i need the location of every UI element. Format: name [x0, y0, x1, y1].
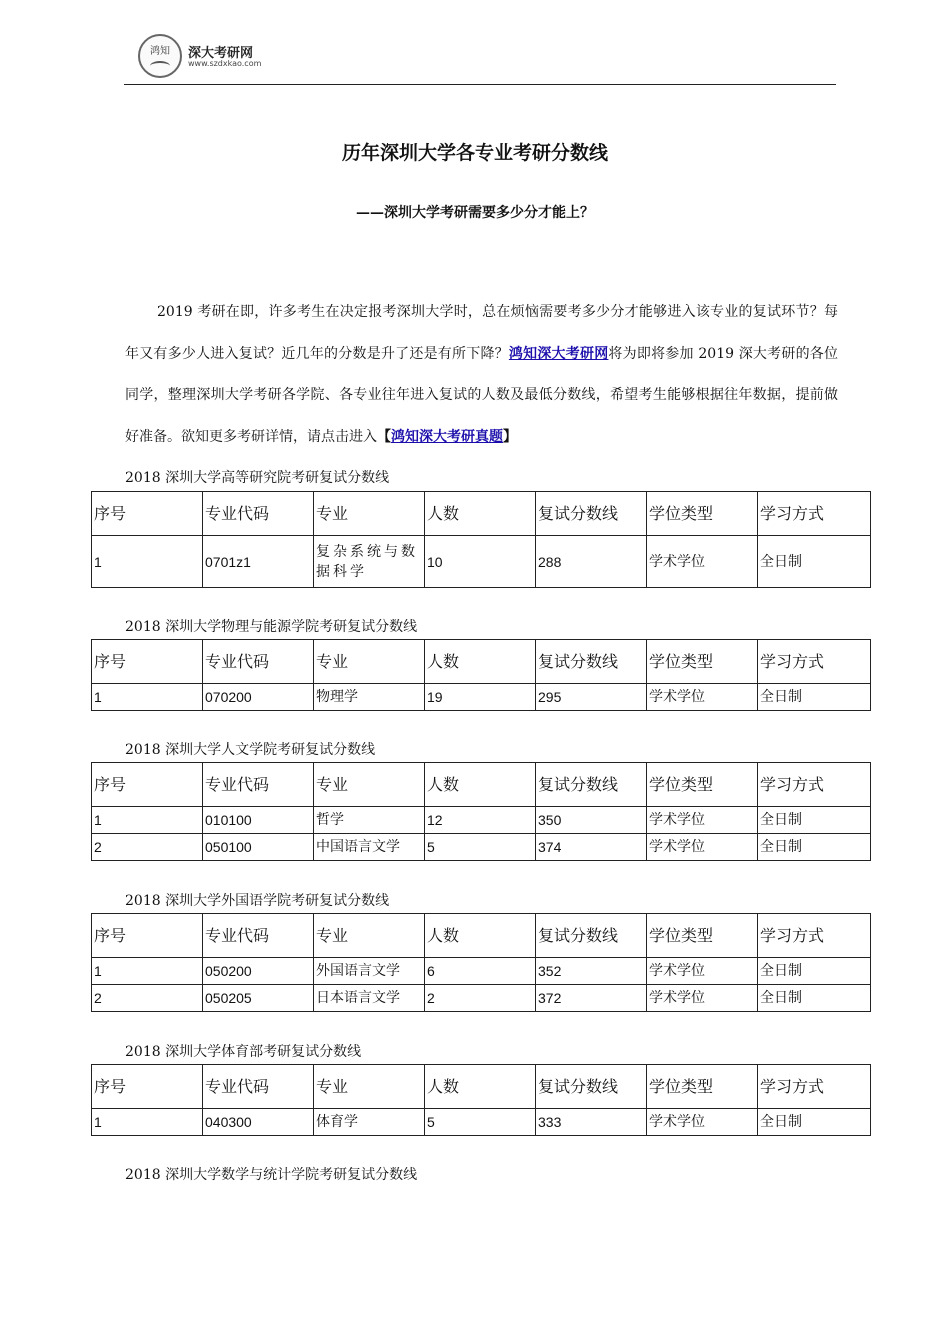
header-cell: 人数 — [425, 492, 536, 536]
table-row — [92, 807, 871, 834]
table-row — [92, 1109, 871, 1136]
cell-index: 1 — [92, 684, 203, 711]
page-header — [124, 30, 836, 85]
cell-count: 5 — [425, 834, 536, 861]
table-row — [92, 684, 871, 711]
szdx-site-link[interactable]: 鸿知深大考研网 — [508, 345, 609, 362]
header-cell: 学位类型 — [647, 640, 758, 684]
page-subtitle: ——深圳大学考研需要多少分才能上？ — [356, 205, 594, 221]
cell-degree: 学术学位 — [647, 684, 758, 711]
header-cell: 专业 — [314, 492, 425, 536]
score-table — [91, 913, 871, 1012]
cell-mode: 全日制 — [758, 958, 871, 985]
header-cell: 序号 — [92, 1065, 203, 1109]
cell-mode: 全日制 — [758, 807, 871, 834]
table-row — [92, 985, 871, 1012]
intro-paragraph — [125, 292, 838, 458]
cell-major: 中国语言文学 — [314, 834, 425, 861]
cell-code: 050205 — [203, 985, 314, 1012]
header-cell: 专业代码 — [203, 763, 314, 807]
cell-mode: 全日制 — [758, 985, 871, 1012]
table-header-row — [92, 492, 871, 536]
cell-major: 日本语言文学 — [314, 985, 425, 1012]
cell-score: 333 — [536, 1109, 647, 1136]
header-cell: 学位类型 — [647, 492, 758, 536]
cell-major: 体育学 — [314, 1109, 425, 1136]
cell-mode: 全日制 — [758, 1109, 871, 1136]
cell-count: 19 — [425, 684, 536, 711]
header-cell: 学习方式 — [758, 640, 871, 684]
header-cell: 专业 — [314, 763, 425, 807]
table-caption: 2018 深圳大学外国语学院考研复试分数线 — [125, 893, 390, 909]
header-cell: 专业代码 — [203, 1065, 314, 1109]
cell-count: 6 — [425, 958, 536, 985]
header-cell: 复试分数线 — [536, 492, 647, 536]
header-cell: 专业代码 — [203, 914, 314, 958]
header-cell: 复试分数线 — [536, 763, 647, 807]
score-table — [91, 639, 871, 711]
header-cell: 序号 — [92, 492, 203, 536]
cell-degree: 学术学位 — [647, 834, 758, 861]
cell-code: 010100 — [203, 807, 314, 834]
cell-index: 1 — [92, 807, 203, 834]
cell-index: 2 — [92, 985, 203, 1012]
header-cell: 学位类型 — [647, 1065, 758, 1109]
intro-text-1: 2019 考研在即，许多考生在决定报考深圳大学时，总在烦恼需要考多少分才能够进入该专业的复试环节？每年又有多少人进入复试？近几年的分数是升了还是有所下降？ — [125, 304, 838, 362]
table-header-row — [92, 763, 871, 807]
cell-major: 物理学 — [314, 684, 425, 711]
header-cell: 学位类型 — [647, 914, 758, 958]
cell-major: 哲学 — [314, 807, 425, 834]
cell-degree: 学术学位 — [647, 985, 758, 1012]
cell-score: 288 — [536, 536, 647, 588]
header-cell: 学习方式 — [758, 914, 871, 958]
cell-mode: 全日制 — [758, 834, 871, 861]
table-header-row — [92, 914, 871, 958]
table-caption: 2018 深圳大学人文学院考研复试分数线 — [125, 742, 376, 758]
cell-count: 2 — [425, 985, 536, 1012]
score-table — [91, 491, 871, 588]
cell-score: 295 — [536, 684, 647, 711]
table-row — [92, 536, 871, 588]
header-cell: 专业 — [314, 640, 425, 684]
header-cell: 专业代码 — [203, 640, 314, 684]
cell-index: 1 — [92, 1109, 203, 1136]
cell-major: 复杂系统与数据科学 — [314, 536, 425, 588]
cell-degree: 学术学位 — [647, 1109, 758, 1136]
bracket-open: 【 — [377, 428, 391, 445]
cell-score: 352 — [536, 958, 647, 985]
header-cell: 人数 — [425, 640, 536, 684]
logo-glyph: 鸿知 — [150, 46, 170, 57]
header-cell: 复试分数线 — [536, 914, 647, 958]
cell-code: 070200 — [203, 684, 314, 711]
header-cell: 专业代码 — [203, 492, 314, 536]
header-cell: 人数 — [425, 763, 536, 807]
cell-major: 外国语言文学 — [314, 958, 425, 985]
book-icon — [150, 61, 170, 71]
header-cell: 专业 — [314, 1065, 425, 1109]
cell-code: 0701z1 — [203, 536, 314, 588]
cell-code: 050200 — [203, 958, 314, 985]
cell-score: 350 — [536, 807, 647, 834]
cell-mode: 全日制 — [758, 536, 871, 588]
cell-code: 050100 — [203, 834, 314, 861]
header-cell: 学习方式 — [758, 1065, 871, 1109]
header-cell: 序号 — [92, 763, 203, 807]
table-caption: 2018 深圳大学物理与能源学院考研复试分数线 — [125, 619, 418, 635]
table-caption: 2018 深圳大学体育部考研复试分数线 — [125, 1044, 362, 1060]
cell-code: 040300 — [203, 1109, 314, 1136]
table-row — [92, 958, 871, 985]
table-header-row — [92, 1065, 871, 1109]
table-caption: 2018 深圳大学高等研究院考研复试分数线 — [125, 470, 390, 486]
exam-papers-link[interactable]: 鸿知深大考研真题 — [391, 428, 503, 445]
logo-icon — [138, 34, 182, 78]
header-cell: 序号 — [92, 914, 203, 958]
score-table — [91, 762, 871, 861]
cell-index: 2 — [92, 834, 203, 861]
intro-text-2: 将为即将参加 2019 深大考研的各位同学，整理深圳大学考研各学院、各专业往年进入复试的人数及最低分数线，希望考生能够根据往年数据，提前做好准备。欲知更多考研详情，请点击进入 — [125, 345, 839, 445]
brand-name: 深大考研网 — [188, 46, 254, 61]
cell-index: 1 — [92, 536, 203, 588]
header-cell: 序号 — [92, 640, 203, 684]
page-title: 历年深圳大学各专业考研分数线 — [341, 142, 608, 164]
cell-score: 372 — [536, 985, 647, 1012]
table-header-row — [92, 640, 871, 684]
cell-degree: 学术学位 — [647, 807, 758, 834]
table-row — [92, 834, 871, 861]
header-cell: 人数 — [425, 914, 536, 958]
cell-degree: 学术学位 — [647, 536, 758, 588]
cell-score: 374 — [536, 834, 647, 861]
header-cell: 复试分数线 — [536, 1065, 647, 1109]
cell-count: 10 — [425, 536, 536, 588]
table-caption: 2018 深圳大学数学与统计学院考研复试分数线 — [125, 1167, 418, 1183]
cell-degree: 学术学位 — [647, 958, 758, 985]
cell-mode: 全日制 — [758, 684, 871, 711]
header-cell: 复试分数线 — [536, 640, 647, 684]
header-cell: 学位类型 — [647, 763, 758, 807]
header-cell: 专业 — [314, 914, 425, 958]
header-cell: 人数 — [425, 1065, 536, 1109]
bracket-close: 】 — [503, 428, 517, 445]
brand-url: www.szdxkao.com — [188, 59, 262, 68]
header-cell: 学习方式 — [758, 492, 871, 536]
header-cell: 学习方式 — [758, 763, 871, 807]
cell-count: 5 — [425, 1109, 536, 1136]
cell-count: 12 — [425, 807, 536, 834]
score-table — [91, 1064, 871, 1136]
cell-index: 1 — [92, 958, 203, 985]
